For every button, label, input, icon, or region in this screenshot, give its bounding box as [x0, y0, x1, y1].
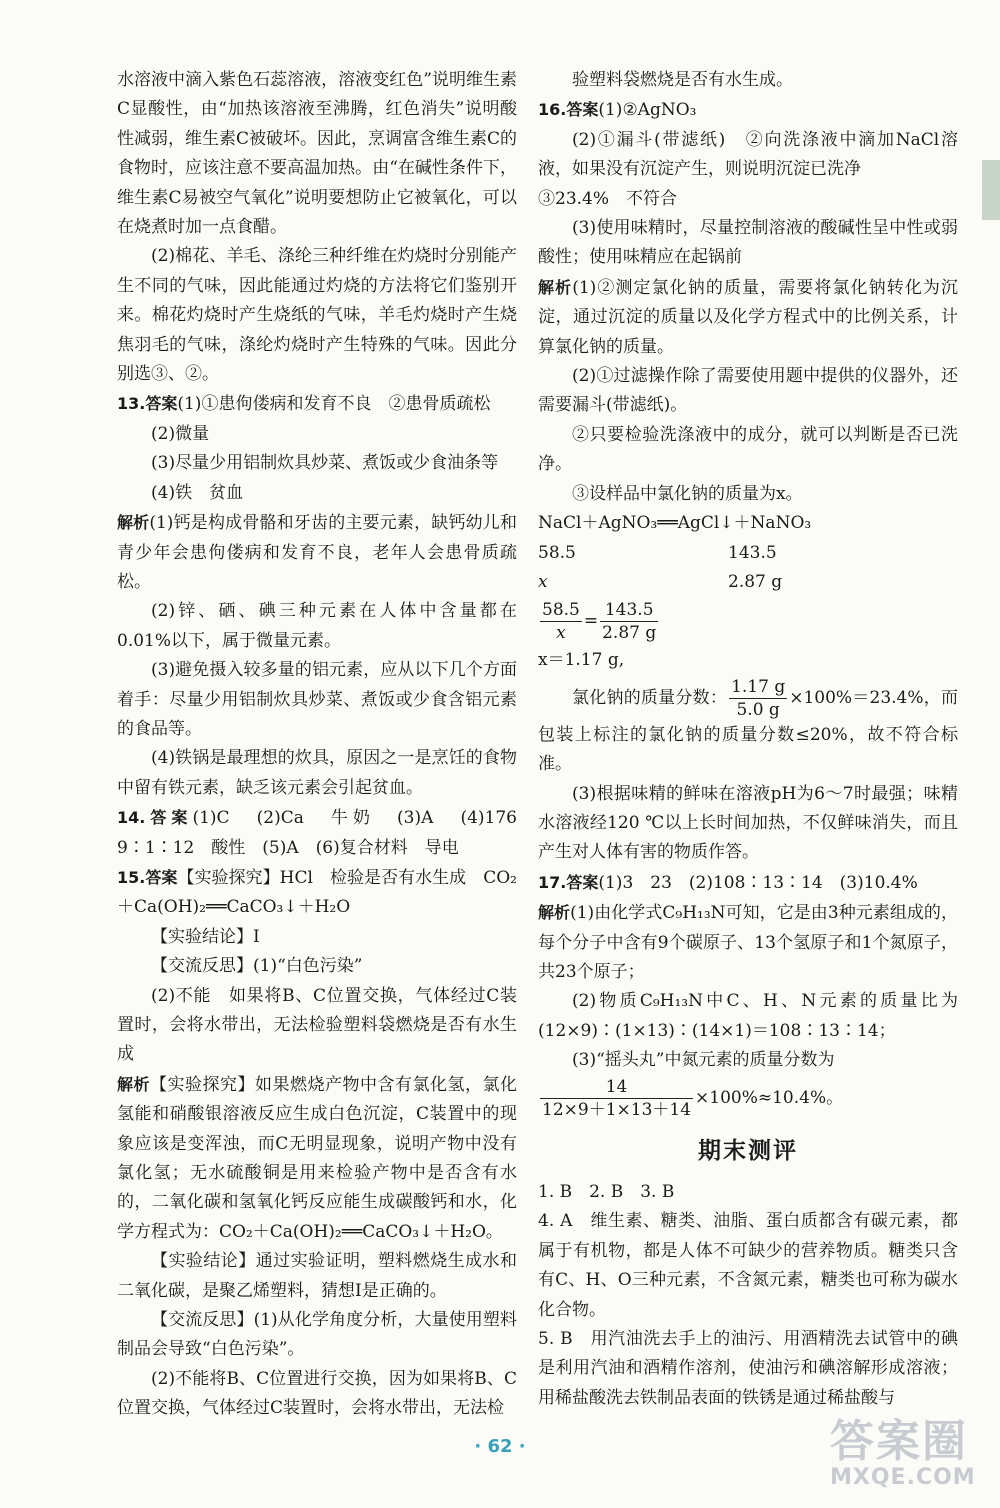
text: ×100%＝23.4%，而包装上标注的氯化钠的质量分数≤20%，故不符合标准。	[538, 687, 958, 775]
answer-label: 答案	[145, 867, 178, 887]
answer-text: (1)②AgNO₃	[598, 100, 697, 121]
page-edge-tab	[982, 160, 1000, 220]
analysis-text: (1)②测定氯化钠的质量，需要将氯化钠转化为沉淀，通过沉淀的质量以及化学方程式中的比例关系，计算氯化钠的质量。	[538, 277, 958, 357]
para-l0: 水溶液中滴入紫色石蕊溶液，溶液变红色”说明维生素C显酸性，由“加热该溶液至沸腾，红色消失”说明酸性减弱，维生素C被破坏。因此，烹调富含维生素C的食物时，应该注意不要高温加热。由“在碱性条件下，维生素C易被空气氧化”说明要想防止它被氧化，可以在烧煮时加一点食醋。	[117, 70, 518, 238]
mc-1-3: 1. B 2. B 3. B	[538, 1182, 675, 1202]
fraction	[540, 599, 582, 644]
answer-15	[117, 863, 517, 923]
q16-j2: (2)①过滤操作除了需要使用题中提供的仪器外，还需要漏斗(带滤纸)。	[538, 366, 958, 416]
para-l8: (3)避免摄入较多量的铝元素，应从以下几个方面着手：尽量少用铝制炊具炒菜、煮饭或少食含铝元素的食品等。	[117, 660, 517, 739]
chem-equation: NaCl＋AgNO₃══AgCl↓＋NaNO₃	[538, 513, 812, 534]
answer-14	[117, 803, 534, 863]
watermark-logo	[830, 1405, 990, 1500]
para-l13: 【交流反思】(1)“白色污染”	[151, 956, 363, 977]
para-l9: (4)铁锅是最理想的炊具，原因之一是烹饪的食物中留有铁元素，缺乏该元素会引起贫血。	[117, 748, 517, 798]
analysis-label: 解析	[538, 903, 571, 923]
q17-j2: (2)物质C₉H₁₃N中C、H、N元素的质量比为(12×9)∶(1×13)∶(14×1)＝108∶13∶14；	[538, 991, 958, 1041]
fraction	[540, 1076, 693, 1121]
answer-17	[538, 868, 958, 898]
numerator: 143.5	[600, 599, 658, 622]
para-r-cont: 验塑料袋燃烧是否有水生成。	[572, 70, 793, 90]
q17-j3: (3)“摇头丸”中氮元素的质量分数为	[572, 1050, 835, 1071]
fraction	[729, 676, 787, 721]
analysis-15	[117, 1070, 517, 1247]
denominator: x	[556, 623, 566, 644]
analysis-label: 解析	[117, 1074, 150, 1094]
x-result: x＝1.17 g,	[538, 650, 625, 671]
q17-fraction-line	[538, 1076, 958, 1121]
analysis-text: (1)钙是构成骨骼和牙齿的主要元素，缺钙幼儿和青少年会患佝偻病和发育不良，老年人会患骨质疏松。	[117, 513, 517, 592]
para-l18: (2)不能将B、C位置进行交换，因为如果将B、C位置交换，气体经过C装置时，会将水带出，无法检	[117, 1368, 517, 1419]
q16-j4: ③设样品中氯化钠的质量为x。	[572, 483, 803, 504]
answer-text: (1)C (2)Ca 牛奶 (3)A (4)176 9∶1∶12 酸性 (5)A (6)复合材料 导电	[117, 808, 534, 858]
para-l5: (4)铁 贫血	[151, 482, 244, 503]
answer-label: 答案	[145, 808, 193, 828]
denominator: 2.87 g	[602, 623, 657, 644]
para-l12: 【实验结论】Ⅰ	[151, 926, 260, 947]
para-l3: (2)微量	[151, 423, 210, 444]
answer-16	[538, 95, 958, 125]
q16-a4: (3)使用味精时，尽量控制溶液的酸碱性呈中性或弱酸性；使用味精应在起锅前	[538, 218, 958, 268]
denominator: 12×9＋1×13＋14	[542, 1099, 692, 1120]
fraction	[600, 599, 658, 644]
q-number: 15.	[117, 867, 146, 887]
numerator: 14	[540, 1076, 693, 1099]
q-number: 16.	[538, 100, 567, 120]
para-l16: 【实验结论】通过实验证明，塑料燃烧生成水和二氧化碳，是聚乙烯塑料，猜想Ⅰ是正确的。	[117, 1251, 517, 1301]
text: 氯化钠的质量分数：	[572, 687, 728, 708]
watermark-domain: MXQE.COM	[830, 1465, 976, 1490]
section-title: 期末测评	[698, 1137, 798, 1164]
analysis-text: (1)由化学式C₉H₁₃N可知，它是由3种元素组成的，每个分子中含有9个碳原子、13个氢原子和1个氮原子，共23个原子；	[538, 903, 958, 982]
ratio-cell: 58.5	[538, 542, 576, 563]
answer-text: (1)①患佝偻病和发育不良 ②患骨质疏松	[177, 394, 491, 415]
analysis-13	[117, 508, 517, 597]
analysis-text: 【实验探究】如果燃烧产物中含有氯化氢，氯化氢能和硝酸银溶液反应生成白色沉淀，C装置中的现象应该是变浑浊，而C无明显现象，说明产物中没有氯化氢；无水硫酸铜是用来检验产物中是否含有水的，二氧化碳和氢氧化钙反应能生成碳酸钙和水，化学方程式为：CO₂＋Ca(OH)₂══CaCO₃↓＋H₂O。	[117, 1074, 517, 1242]
para-l7: (2)锌、硒、碘三种元素在人体中含量都在0.01%以下，属于微量元素。	[117, 601, 517, 651]
analysis-label: 解析	[538, 277, 573, 297]
proportion: $\frac{58.5}{x}$ = $\frac{143.5}{2.87 g}$	[542, 600, 657, 644]
ratio-row-2	[538, 568, 958, 597]
para-l14: (2)不能 如果将B、C位置交换，气体经过C装置时，会将水带出，无法检验塑料袋燃烧是否有水生成	[117, 985, 517, 1065]
left-column	[117, 66, 534, 1424]
numerator: 1.17 g	[731, 676, 786, 697]
answer-label: 答案	[145, 394, 178, 414]
q16-a2: (2)①漏斗(带滤纸) ②向洗涤液中滴加NaCl溶液，如果没有沉淀产生，则说明沉淀已洗净	[538, 129, 958, 180]
q16-j3: ②只要检验洗涤液中的成分，就可以判断是否已洗净。	[538, 424, 958, 475]
ratio-cell: x	[538, 571, 548, 592]
q16-j5: (3)根据味精的鲜味在溶液pH为6～7时最强；味精水溶液经120 ℃以上长时间加热，不仅鲜味消失，而且产生对人体有害的物质作答。	[538, 783, 958, 863]
watermark-text: 答案圈	[830, 1416, 968, 1467]
q16-a3: ③23.4% 不符合	[538, 188, 678, 209]
numerator: 58.5	[542, 600, 580, 621]
para-l4: (3)尽量少用铝制炊具炒菜、煮饭或少食油条等	[151, 453, 499, 474]
q-number: 17.	[538, 872, 567, 892]
analysis-16	[538, 273, 958, 362]
q-number: 13.	[117, 394, 146, 414]
answer-label: 答案	[566, 872, 599, 892]
answer-label: 答案	[566, 100, 599, 120]
q-number: 14.	[117, 808, 146, 828]
mc-5: 5. B 用汽油洗去手上的油污、用酒精洗去试管中的碘是利用汽油和酒精作溶剂，使油污和碘溶解形成溶液；用稀盐酸洗去铁制品表面的铁锈是通过稀盐酸与	[538, 1329, 958, 1408]
answer-text: (1)3 23 (2)108∶13∶14 (3)10.4%	[598, 872, 918, 893]
para-l1: (2)棉花、羊毛、涤纶三种纤维在灼烧时分别能产生不同的气味，因此能通过灼烧的方法将它们鉴别开来。棉花灼烧时产生烧纸的气味，羊毛灼烧时产生烧焦羽毛的气味，涤纶灼烧时产生特殊的气味。因此分别选③、②。	[117, 246, 517, 385]
mass-fraction	[538, 676, 958, 780]
denominator: 5.0 g	[736, 699, 780, 720]
para-l17: 【交流反思】(1)从化学角度分析，大量使用塑料制品会导致“白色污染”。	[117, 1310, 517, 1360]
analysis-label: 解析	[117, 513, 150, 533]
text: ×100%≈10.4%。	[695, 1087, 844, 1108]
page-number: · 62 ·	[474, 1436, 526, 1457]
answer-text: 【实验探究】HCl 检验是否有水生成 CO₂＋Ca(OH)₂══CaCO₃↓＋H₂O	[117, 867, 517, 918]
analysis-17	[538, 898, 958, 987]
ratio-cell: 143.5	[728, 542, 777, 563]
right-column	[538, 66, 958, 1413]
answer-13	[117, 389, 517, 419]
ratio-cell: 2.87 g	[728, 571, 783, 592]
mc-4: 4. A 维生素、糖类、油脂、蛋白质都含有碳元素，都属于有机物，都是人体不可缺少的营养物质。糖类只含有C、H、O三种元素，不含氮元素，糖类也可称为碳水化合物。	[538, 1211, 958, 1320]
ratio-row-1	[538, 539, 958, 568]
